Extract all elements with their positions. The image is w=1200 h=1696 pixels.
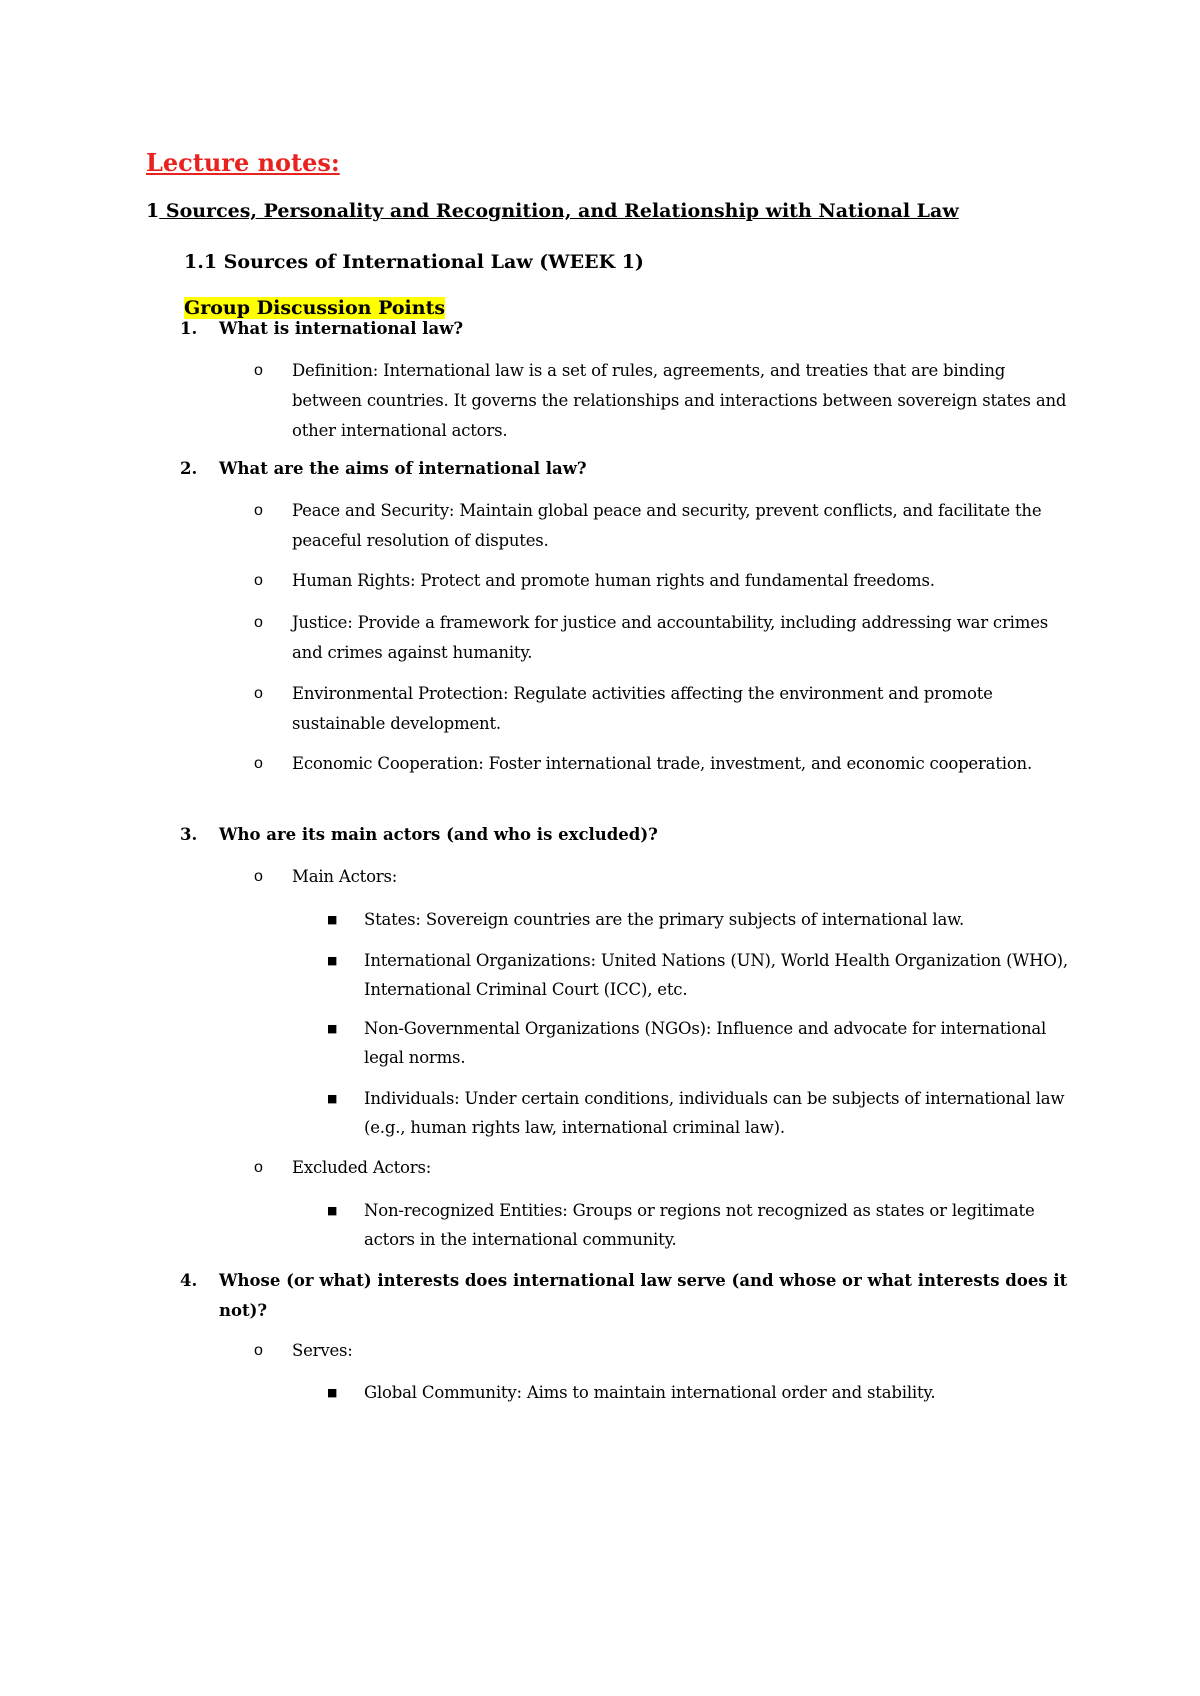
highlighted-heading-text: Group Discussion Points — [184, 297, 446, 319]
list-item-text: Economic Cooperation: Foster international trade, investment, and economic cooperation. — [292, 754, 1033, 773]
question-item — [180, 820, 1080, 850]
sub-list-item-text: Individuals: Under certain conditions, individuals can be subjects of international law (e.g., human rights law, international criminal law). — [364, 1089, 1065, 1137]
list-item-text: Justice: Provide a framework for justice and accountability, including addressing war crimes and crimes against humanity. — [292, 613, 1049, 662]
bullet-marker: o — [254, 502, 263, 519]
sub-list-item — [327, 1014, 1077, 1072]
bullet-marker: o — [254, 1342, 263, 1359]
list-item — [254, 608, 1074, 668]
question-text: What are the aims of international law? — [219, 459, 587, 478]
question-number: 2. — [180, 459, 198, 478]
bullet-marker: o — [254, 572, 263, 589]
list-item — [254, 679, 1074, 739]
list-item-text: Excluded Actors: — [292, 1158, 432, 1177]
list-item — [254, 1153, 1074, 1183]
bullet-marker: o — [254, 614, 263, 631]
question-number: 1. — [180, 319, 198, 338]
list-item-text: Environmental Protection: Regulate activities affecting the environment and promote sustainable development. — [292, 684, 993, 733]
question-item — [180, 314, 1080, 344]
bullet-marker: o — [254, 685, 263, 702]
question-text: Who are its main actors (and who is excluded)? — [219, 825, 658, 844]
list-item-text: Main Actors: — [292, 867, 398, 886]
list-item — [254, 1336, 1074, 1366]
sub-list-item — [327, 1084, 1077, 1142]
list-item — [254, 749, 1074, 779]
page-title: Lecture notes: — [146, 148, 340, 177]
sub-list-item-text: Non-Governmental Organizations (NGOs): Influence and advocate for international legal norms. — [364, 1019, 1047, 1067]
section-title: Sources, Personality and Recognition, and Relationship with National Law — [159, 200, 959, 222]
subsection-heading: 1.1 Sources of International Law (WEEK 1) — [184, 251, 644, 273]
bullet-marker: o — [254, 755, 263, 772]
section-heading — [146, 200, 959, 222]
square-bullet-marker: ■ — [327, 954, 338, 967]
sub-list-item-text: Non-recognized Entities: Groups or regions not recognized as states or legitimate actors in the international community. — [364, 1201, 1035, 1249]
list-item-text: Serves: — [292, 1341, 353, 1360]
sub-list-item — [327, 1196, 1077, 1254]
question-number: 4. — [180, 1271, 198, 1290]
list-item-text: Human Rights: Protect and promote human rights and fundamental freedoms. — [292, 571, 935, 590]
section-number: 1 — [146, 200, 160, 222]
list-item-text: Peace and Security: Maintain global peace and security, prevent conflicts, and facilitate the peaceful resolution of disputes. — [292, 501, 1042, 550]
question-item — [180, 1266, 1080, 1326]
bullet-marker: o — [254, 1159, 263, 1176]
question-number: 3. — [180, 825, 198, 844]
list-item — [254, 862, 1074, 892]
sub-list-item-text: States: Sovereign countries are the primary subjects of international law. — [364, 910, 965, 929]
square-bullet-marker: ■ — [327, 1204, 338, 1217]
bullet-marker: o — [254, 868, 263, 885]
sub-list-item-text: Global Community: Aims to maintain international order and stability. — [364, 1383, 936, 1402]
list-item-text: Definition: International law is a set of rules, agreements, and treaties that are binding between countries. It governs the relationships and interactions between sovereign states and other international actors. — [292, 361, 1067, 440]
square-bullet-marker: ■ — [327, 913, 338, 926]
sub-list-item-text: International Organizations: United Nations (UN), World Health Organization (WHO), International Criminal Court (ICC), etc. — [364, 951, 1068, 999]
question-item — [180, 454, 1080, 484]
bullet-marker: o — [254, 362, 263, 379]
list-item — [254, 496, 1074, 556]
sub-list-item — [327, 905, 1077, 934]
question-text: What is international law? — [219, 319, 464, 338]
square-bullet-marker: ■ — [327, 1092, 338, 1105]
square-bullet-marker: ■ — [327, 1022, 338, 1035]
sub-list-item — [327, 1378, 1077, 1407]
list-item — [254, 566, 1074, 596]
sub-list-item — [327, 946, 1077, 1004]
question-text: Whose (or what) interests does international law serve (and whose or what interests does it not)? — [219, 1271, 1068, 1320]
list-item — [254, 356, 1074, 446]
square-bullet-marker: ■ — [327, 1386, 338, 1399]
